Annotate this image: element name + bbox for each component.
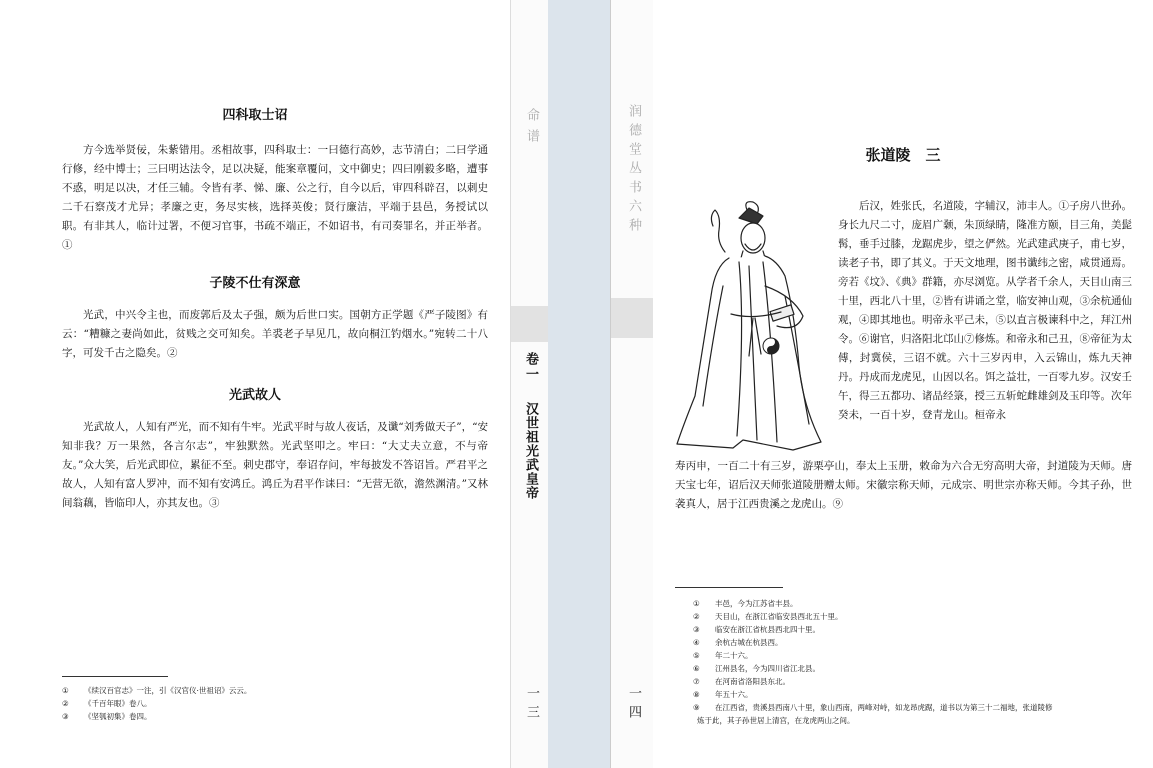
footnote-item: ⑧ 年五十六。	[693, 690, 753, 699]
section-paragraph-1: 方今选举贤佞，朱紫错用。丞相故事，四科取士：一曰德行高妙，志节清白；二曰学通行修，经中博士；三曰明达法令，足以决疑，能案章覆问，文中御史；四曰刚毅多略，遭事不惑，明足以决，才任三辅。令皆有孝、悌、廉、公之行，自今以后，审四科辟召，以刺史二千石察茂才尤异；孝廉之吏，务尽实核，选择英俊；贤行廉洁，平端于县邑，务授试以职。有非其人，临计过署，不便习官事，书疏不端正，不如诏书，有司奏罪名，并正举者。①	[62, 144, 488, 251]
footnote-item: ③ 临安在浙江省杭县西北四十里。	[693, 625, 820, 634]
margin-chapter: 卷一	[523, 352, 538, 382]
chapter-body-wrap	[838, 197, 1132, 425]
footnotes-right	[693, 597, 1053, 727]
footnote-item: ⑥ 江州县名，今为四川省江北县。	[693, 664, 820, 673]
section-body-1	[62, 141, 488, 255]
section-paragraph-2: 光武，中兴令主也，而废郭后及太子强，颇为后世口实。国朝方正学题《严子陵图》有云：“糟糠之妻尚如此，贫贱之交可知矣。羊裘老子早见几，故向桐江钓烟水。”宛转二十八字，可发千古之隐矣。②	[62, 309, 488, 359]
chapter-body-full	[675, 457, 1132, 514]
margin-faint-title-left: 命谱	[524, 108, 539, 150]
right-page	[653, 0, 1153, 768]
margin-band	[511, 306, 548, 342]
left-side-margin	[510, 0, 549, 768]
footnotes-left	[62, 684, 251, 723]
footnote-rule	[675, 587, 783, 588]
footnote-item: ④ 余杭古城在杭县西。	[693, 638, 783, 647]
section-paragraph-3: 光武故人，人知有严光，而不知有牛牢。光武平时与故人夜话，及谶“刘秀做天子”，“安知非我？万一果然，各言尔志”，牢独默然。光武坚叩之。牢曰：“大丈夫立意，不与帝友。”众大笑，后光武即位，累征不至。刺史郡守，奉诏存问，牢每披发不答诏旨。严君平之故人，人知有富人罗冲，而不知有安鸿丘。鸿丘为君平作诔曰：“无营无欲，澹然渊清。”又林间翁藕，皆临印人，亦其友也。③	[62, 421, 488, 509]
section-title-1: 四科取士诏	[222, 108, 288, 123]
section-title-2: 子陵不仕有深意	[209, 276, 301, 291]
footnote-item: ② 《千百年眼》卷八。	[62, 699, 152, 708]
footnote-item: ① 丰邑，今为江苏省丰县。	[693, 599, 798, 608]
book-gutter	[548, 0, 610, 768]
page-number-left: 一三	[524, 686, 539, 724]
footnote-item: ⑨ 在江西省，贵溪县西南八十里，象山西南，两峰对峙，如龙昂虎踞，道书以为第三十二福地，张道陵修	[693, 703, 1053, 712]
margin-subtitle: 汉世祖光武皇帝	[523, 402, 538, 500]
footnote-rule	[62, 676, 168, 677]
section-body-3	[62, 418, 488, 513]
right-side-margin	[610, 0, 654, 768]
margin-band	[611, 298, 653, 338]
footnote-item: ① 《续汉百官志》一注，引《汉官仪·世祖诏》云云。	[62, 686, 252, 695]
footnote-item: ② 天目山，在浙江省临安县西北五十里。	[693, 612, 843, 621]
page-number-right: 一四	[626, 686, 641, 724]
footnote-item: ⑤ 年二十六。	[693, 651, 753, 660]
margin-faint-title-right: 润德堂丛书六种	[626, 104, 641, 237]
footnote-item: 炼于此，其子孙世居上清宫，在龙虎两山之间。	[697, 716, 855, 725]
section-title-3: 光武故人	[228, 388, 281, 403]
footnote-item: ⑦ 在河南省洛阳县东北。	[693, 677, 790, 686]
zhang-daoling-illustration	[673, 196, 823, 454]
section-body-2	[62, 306, 488, 363]
left-page	[0, 0, 510, 768]
chapter-paragraph-cont: 寿丙申，一百二十有三岁，游栗亭山，奉太上玉册，敕命为六合无穷高明大帝，封道陵为天师。唐天宝七年，诏后汉天师张道陵册赠太师。宋徽宗称天师，元成宗、明世宗亦称天师。今其子孙，世袭真人，居于江西贵溪之龙虎山。⑨	[675, 460, 1132, 510]
chapter-paragraph: 后汉，姓张氏，名道陵，字辅汉，沛丰人。①子房八世孙。身长九尺二寸，庞眉广颡，朱顶绿睛，隆准方颐，目三角，美髭髯，垂手过膝，龙踞虎步，望之俨然。光武建武庚子，甫七岁，读老子书，即了其义。于天文地理，图书谶纬之密，咸贯通焉。旁若《坟》、《典》群籍，亦尽浏览。从学者千余人，天目山南三十里，西北八十里，②皆有讲诵之堂，临安神山观，③余杭通仙观，④即其地也。明帝永平己未，⑤以直言极谏科中之，拜江州令。⑥谢官，归洛阳北邙山⑦修炼。和帝永和己丑，⑧帝征为太傅，封冀侯，三诏不就。六十三岁丙申，入云锦山，炼九天神丹。丹成而龙虎见，山因以名。饵之益壮，一百零九岁。汉安壬午，得三五都功、诸品经箓，授三五斩蛇雌雄剑及玉印等。次年癸未，一百十岁，登青龙山。桓帝永	[838, 200, 1132, 421]
footnote-item: ③ 《坚瓠初集》卷四。	[62, 712, 152, 721]
chapter-title: 张道陵 三	[865, 146, 941, 164]
